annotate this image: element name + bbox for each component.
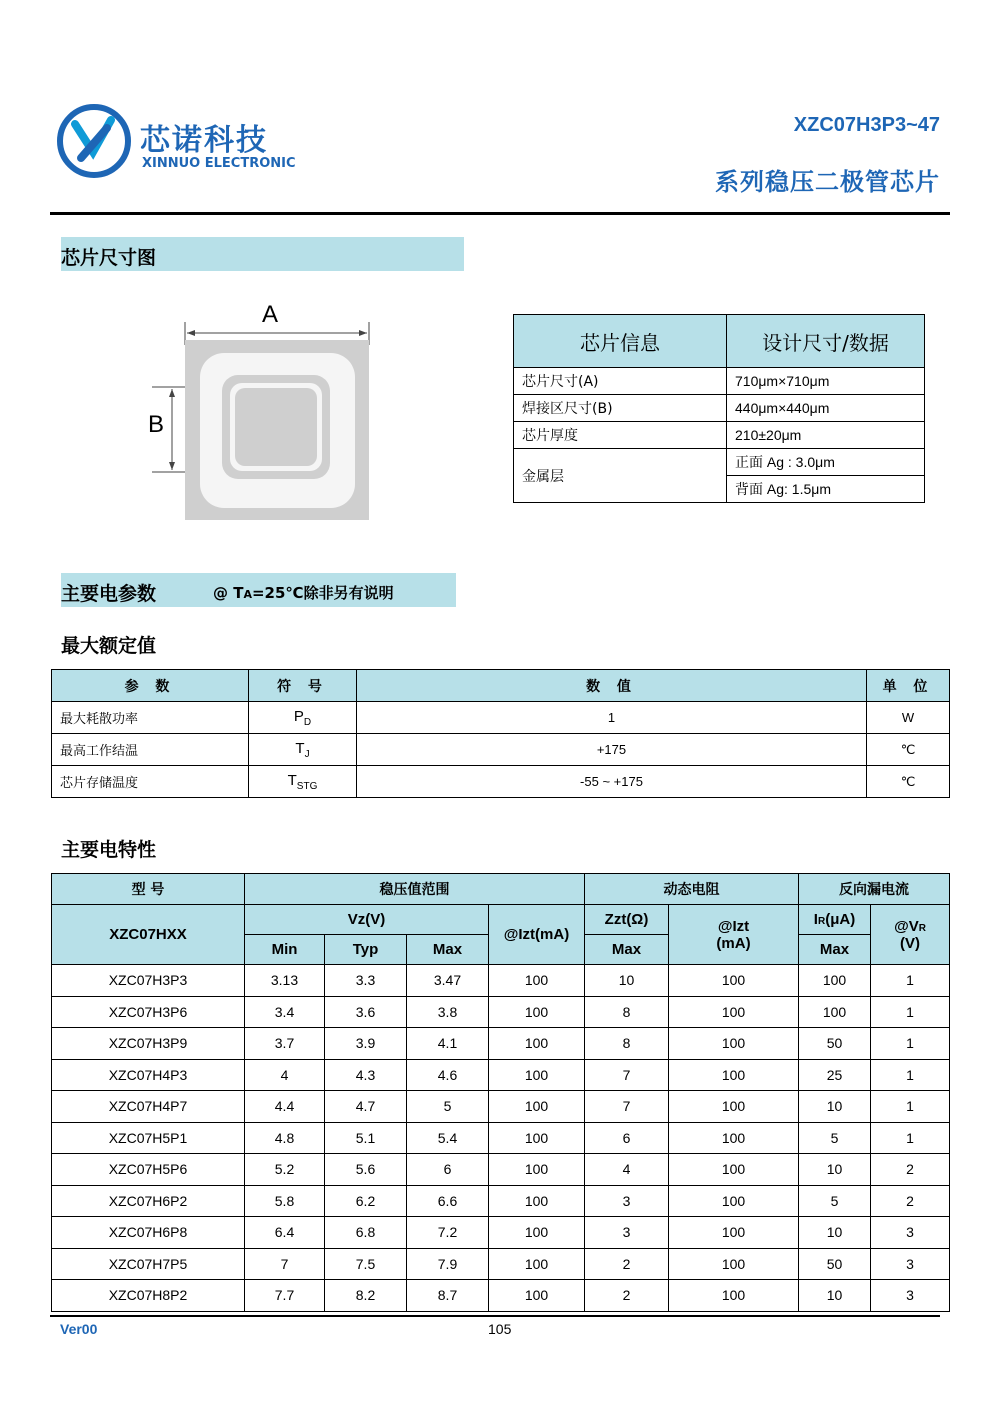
table-row xyxy=(52,766,950,798)
value-cell: 7 xyxy=(245,1248,325,1280)
value-cell: 5.2 xyxy=(245,1154,325,1186)
value-cell: 5.8 xyxy=(245,1185,325,1217)
model-cell: XZC07H3P9 xyxy=(52,1028,245,1060)
value-cell: 1 xyxy=(357,702,867,734)
model-cell: XZC07H7P5 xyxy=(52,1248,245,1280)
value-cell: 100 xyxy=(489,1154,585,1186)
value-cell: 100 xyxy=(489,1028,585,1060)
vr-unit: (V) xyxy=(900,934,920,952)
chip-dimension-diagram xyxy=(140,300,380,525)
value-cell: 2 xyxy=(871,1185,950,1217)
value-cell: 7.5 xyxy=(325,1248,407,1280)
value-cell: 6.2 xyxy=(325,1185,407,1217)
value-cell: 1 xyxy=(871,996,950,1028)
symbol-cell xyxy=(249,734,357,766)
symbol-sub: STG xyxy=(296,780,318,792)
izt2-header xyxy=(669,905,799,965)
value-cell: 8 xyxy=(585,996,669,1028)
value-cell: 8 xyxy=(585,1028,669,1060)
condition-sub: A xyxy=(243,588,252,601)
info-value: 710μm×710μm xyxy=(727,368,925,395)
value-cell: 3 xyxy=(585,1217,669,1249)
table-row xyxy=(514,395,925,422)
symbol-main: T xyxy=(295,739,305,757)
value-cell: 2 xyxy=(585,1280,669,1312)
value-cell: 100 xyxy=(489,1122,585,1154)
brand-name-en: XINNUO ELECTRONIC xyxy=(142,156,296,171)
value-cell: 50 xyxy=(799,1028,871,1060)
value-cell: 100 xyxy=(669,1091,799,1123)
ir-main: I xyxy=(813,911,818,928)
value-cell: 3.47 xyxy=(407,965,489,997)
value-cell: 100 xyxy=(669,1185,799,1217)
param-cell: 最高工作结温 xyxy=(52,734,249,766)
chip-size-section-title: 芯片尺寸图 xyxy=(61,247,157,269)
value-cell: 5 xyxy=(799,1185,871,1217)
value-cell: 100 xyxy=(669,1122,799,1154)
table-row xyxy=(52,1028,950,1060)
metal-front-value: 正面 Ag : 3.0μm xyxy=(727,449,925,476)
value-cell: 3 xyxy=(871,1280,950,1312)
value-cell: 6 xyxy=(407,1154,489,1186)
table-row xyxy=(52,996,950,1028)
value-cell: 100 xyxy=(489,1217,585,1249)
vz-header: Vz(V) xyxy=(245,905,489,935)
izt-header: @Izt(mA) xyxy=(489,905,585,965)
value-cell: 3.3 xyxy=(325,965,407,997)
ir-unit: (μA) xyxy=(825,911,856,928)
izt2-unit: (mA) xyxy=(716,934,751,952)
brand-name-cn: 芯诺科技 xyxy=(140,123,268,158)
characteristics-table xyxy=(51,873,950,1312)
dynamic-resistance-header: 动态电阻 xyxy=(585,874,799,905)
model-group-header: 型 号 xyxy=(52,874,245,905)
value-cell: 2 xyxy=(871,1154,950,1186)
value-cell: 100 xyxy=(669,1280,799,1312)
info-value: 210±20μm xyxy=(727,422,925,449)
zzt-header: Zzt(Ω) xyxy=(585,905,669,935)
table-row xyxy=(514,422,925,449)
value-cell: 5 xyxy=(407,1091,489,1123)
condition-prefix: @ T xyxy=(213,584,244,602)
value-cell: 100 xyxy=(489,996,585,1028)
table-row xyxy=(52,1217,950,1249)
table-row xyxy=(52,734,950,766)
value-cell: 100 xyxy=(669,996,799,1028)
value-header: 数 值 xyxy=(357,670,867,702)
model-cell: XZC07H3P3 xyxy=(52,965,245,997)
characteristics-body xyxy=(52,965,950,1312)
value-cell: 3.13 xyxy=(245,965,325,997)
symbol-cell xyxy=(249,766,357,798)
value-cell: 7.9 xyxy=(407,1248,489,1280)
value-cell: 10 xyxy=(799,1280,871,1312)
metal-layer-label: 金属层 xyxy=(514,449,727,503)
value-cell: 7.2 xyxy=(407,1217,489,1249)
chip-info-header: 芯片信息 xyxy=(514,315,727,368)
model-cell: XZC07H6P2 xyxy=(52,1185,245,1217)
unit-header: 单 位 xyxy=(867,670,950,702)
model-cell: XZC07H3P6 xyxy=(52,996,245,1028)
value-cell: 5.1 xyxy=(325,1122,407,1154)
value-cell: 3 xyxy=(871,1217,950,1249)
param-header: 参 数 xyxy=(52,670,249,702)
value-cell: 7.7 xyxy=(245,1280,325,1312)
value-cell: 100 xyxy=(669,1059,799,1091)
model-cell: XZC07H5P1 xyxy=(52,1122,245,1154)
value-cell: 4.6 xyxy=(407,1059,489,1091)
value-cell: 3.9 xyxy=(325,1028,407,1060)
value-cell: 100 xyxy=(669,965,799,997)
unit-cell: ℃ xyxy=(867,734,950,766)
value-cell: 3 xyxy=(871,1248,950,1280)
model-cell: XZC07H8P2 xyxy=(52,1280,245,1312)
footer-divider xyxy=(50,1315,940,1317)
value-cell: 100 xyxy=(489,1280,585,1312)
max-ratings-table xyxy=(51,669,950,798)
info-label: 芯片尺寸(A) xyxy=(514,368,727,395)
value-cell: 50 xyxy=(799,1248,871,1280)
param-cell: 最大耗散功率 xyxy=(52,702,249,734)
table-row xyxy=(514,368,925,395)
value-cell: 10 xyxy=(799,1154,871,1186)
table-row xyxy=(52,1248,950,1280)
page-number: 105 xyxy=(488,1321,512,1337)
value-cell: +175 xyxy=(357,734,867,766)
params-section-title: 主要电参数 xyxy=(61,583,157,605)
value-cell: 1 xyxy=(871,1122,950,1154)
value-cell: 4.8 xyxy=(245,1122,325,1154)
vz-range-header: 稳压值范围 xyxy=(245,874,585,905)
value-cell: 6.4 xyxy=(245,1217,325,1249)
chip-size-section-bar xyxy=(61,237,464,271)
value-cell: 7 xyxy=(585,1059,669,1091)
params-section-bar xyxy=(61,573,456,607)
symbol-cell xyxy=(249,702,357,734)
header-divider xyxy=(50,212,950,215)
part-number: XZC07H3P3~47 xyxy=(793,114,940,136)
table-row xyxy=(52,965,950,997)
chip-info-table xyxy=(513,314,925,503)
symbol-sub: D xyxy=(303,716,312,728)
value-cell: 7 xyxy=(585,1091,669,1123)
table-row xyxy=(52,1185,950,1217)
value-cell: 100 xyxy=(799,965,871,997)
symbol-main: T xyxy=(287,771,297,789)
value-cell: 100 xyxy=(489,1248,585,1280)
value-cell: 3.7 xyxy=(245,1028,325,1060)
table-row xyxy=(52,1059,950,1091)
table-row xyxy=(52,1280,950,1312)
value-cell: 4.7 xyxy=(325,1091,407,1123)
symbol-sub: J xyxy=(304,748,310,760)
zzt-max-header: Max xyxy=(585,935,669,965)
value-cell: 3.4 xyxy=(245,996,325,1028)
value-cell: 5.6 xyxy=(325,1154,407,1186)
metal-back-value: 背面 Ag: 1.5μm xyxy=(727,476,925,503)
value-cell: -55 ~ +175 xyxy=(357,766,867,798)
param-cell: 芯片存储温度 xyxy=(52,766,249,798)
symbol-header: 符 号 xyxy=(249,670,357,702)
unit-cell: W xyxy=(867,702,950,734)
value-cell: 1 xyxy=(871,1091,950,1123)
vr-sub: R xyxy=(918,922,926,934)
value-cell: 3.8 xyxy=(407,996,489,1028)
model-cell: XZC07H5P6 xyxy=(52,1154,245,1186)
value-cell: 5 xyxy=(799,1122,871,1154)
value-cell: 100 xyxy=(669,1248,799,1280)
value-cell: 100 xyxy=(669,1217,799,1249)
value-cell: 8.2 xyxy=(325,1280,407,1312)
info-label: 焊接区尺寸(B) xyxy=(514,395,727,422)
dimension-a-label: A xyxy=(262,301,279,328)
value-cell: 1 xyxy=(871,965,950,997)
design-data-header: 设计尺寸/数据 xyxy=(727,315,925,368)
value-cell: 8.7 xyxy=(407,1280,489,1312)
unit-cell: ℃ xyxy=(867,766,950,798)
value-cell: 3 xyxy=(585,1185,669,1217)
vr-main: @V xyxy=(894,917,919,935)
model-cell: XZC07H4P3 xyxy=(52,1059,245,1091)
params-condition xyxy=(213,582,394,603)
vr-header xyxy=(871,905,950,965)
info-value: 440μm×440μm xyxy=(727,395,925,422)
company-logo-icon xyxy=(55,102,133,180)
info-label: 芯片厚度 xyxy=(514,422,727,449)
typ-header: Typ xyxy=(325,935,407,965)
symbol-main: P xyxy=(293,707,304,725)
value-cell: 25 xyxy=(799,1059,871,1091)
model-code-header: XZC07HXX xyxy=(52,905,245,965)
value-cell: 4.1 xyxy=(407,1028,489,1060)
value-cell: 2 xyxy=(585,1248,669,1280)
leakage-header: 反向漏电流 xyxy=(799,874,950,905)
condition-suffix: =25℃除非另有说明 xyxy=(251,584,394,602)
izt2-label: @Izt xyxy=(717,917,750,935)
dimension-b-label: B xyxy=(148,411,165,438)
model-cell: XZC07H4P7 xyxy=(52,1091,245,1123)
table-row xyxy=(52,1122,950,1154)
ir-max-header: Max xyxy=(799,935,871,965)
max-header: Max xyxy=(407,935,489,965)
characteristics-title: 主要电特性 xyxy=(61,839,157,861)
value-cell: 100 xyxy=(799,996,871,1028)
ir-header xyxy=(799,905,871,935)
value-cell: 6.6 xyxy=(407,1185,489,1217)
series-title: 系列稳压二极管芯片 xyxy=(715,168,940,196)
max-ratings-title: 最大额定值 xyxy=(61,635,157,657)
value-cell: 1 xyxy=(871,1028,950,1060)
value-cell: 10 xyxy=(585,965,669,997)
min-header: Min xyxy=(245,935,325,965)
value-cell: 100 xyxy=(669,1028,799,1060)
value-cell: 100 xyxy=(489,1091,585,1123)
value-cell: 100 xyxy=(669,1154,799,1186)
value-cell: 4 xyxy=(585,1154,669,1186)
table-row xyxy=(52,1154,950,1186)
ir-sub: R xyxy=(817,916,826,927)
value-cell: 6.8 xyxy=(325,1217,407,1249)
value-cell: 6 xyxy=(585,1122,669,1154)
table-row xyxy=(514,449,925,476)
value-cell: 1 xyxy=(871,1059,950,1091)
value-cell: 100 xyxy=(489,1185,585,1217)
value-cell: 4.4 xyxy=(245,1091,325,1123)
value-cell: 10 xyxy=(799,1217,871,1249)
value-cell: 100 xyxy=(489,1059,585,1091)
value-cell: 4.3 xyxy=(325,1059,407,1091)
value-cell: 4 xyxy=(245,1059,325,1091)
value-cell: 3.6 xyxy=(325,996,407,1028)
model-cell: XZC07H6P8 xyxy=(52,1217,245,1249)
version-label: Ver00 xyxy=(60,1321,98,1337)
value-cell: 100 xyxy=(489,965,585,997)
value-cell: 10 xyxy=(799,1091,871,1123)
value-cell: 5.4 xyxy=(407,1122,489,1154)
table-row xyxy=(52,702,950,734)
table-row xyxy=(52,1091,950,1123)
